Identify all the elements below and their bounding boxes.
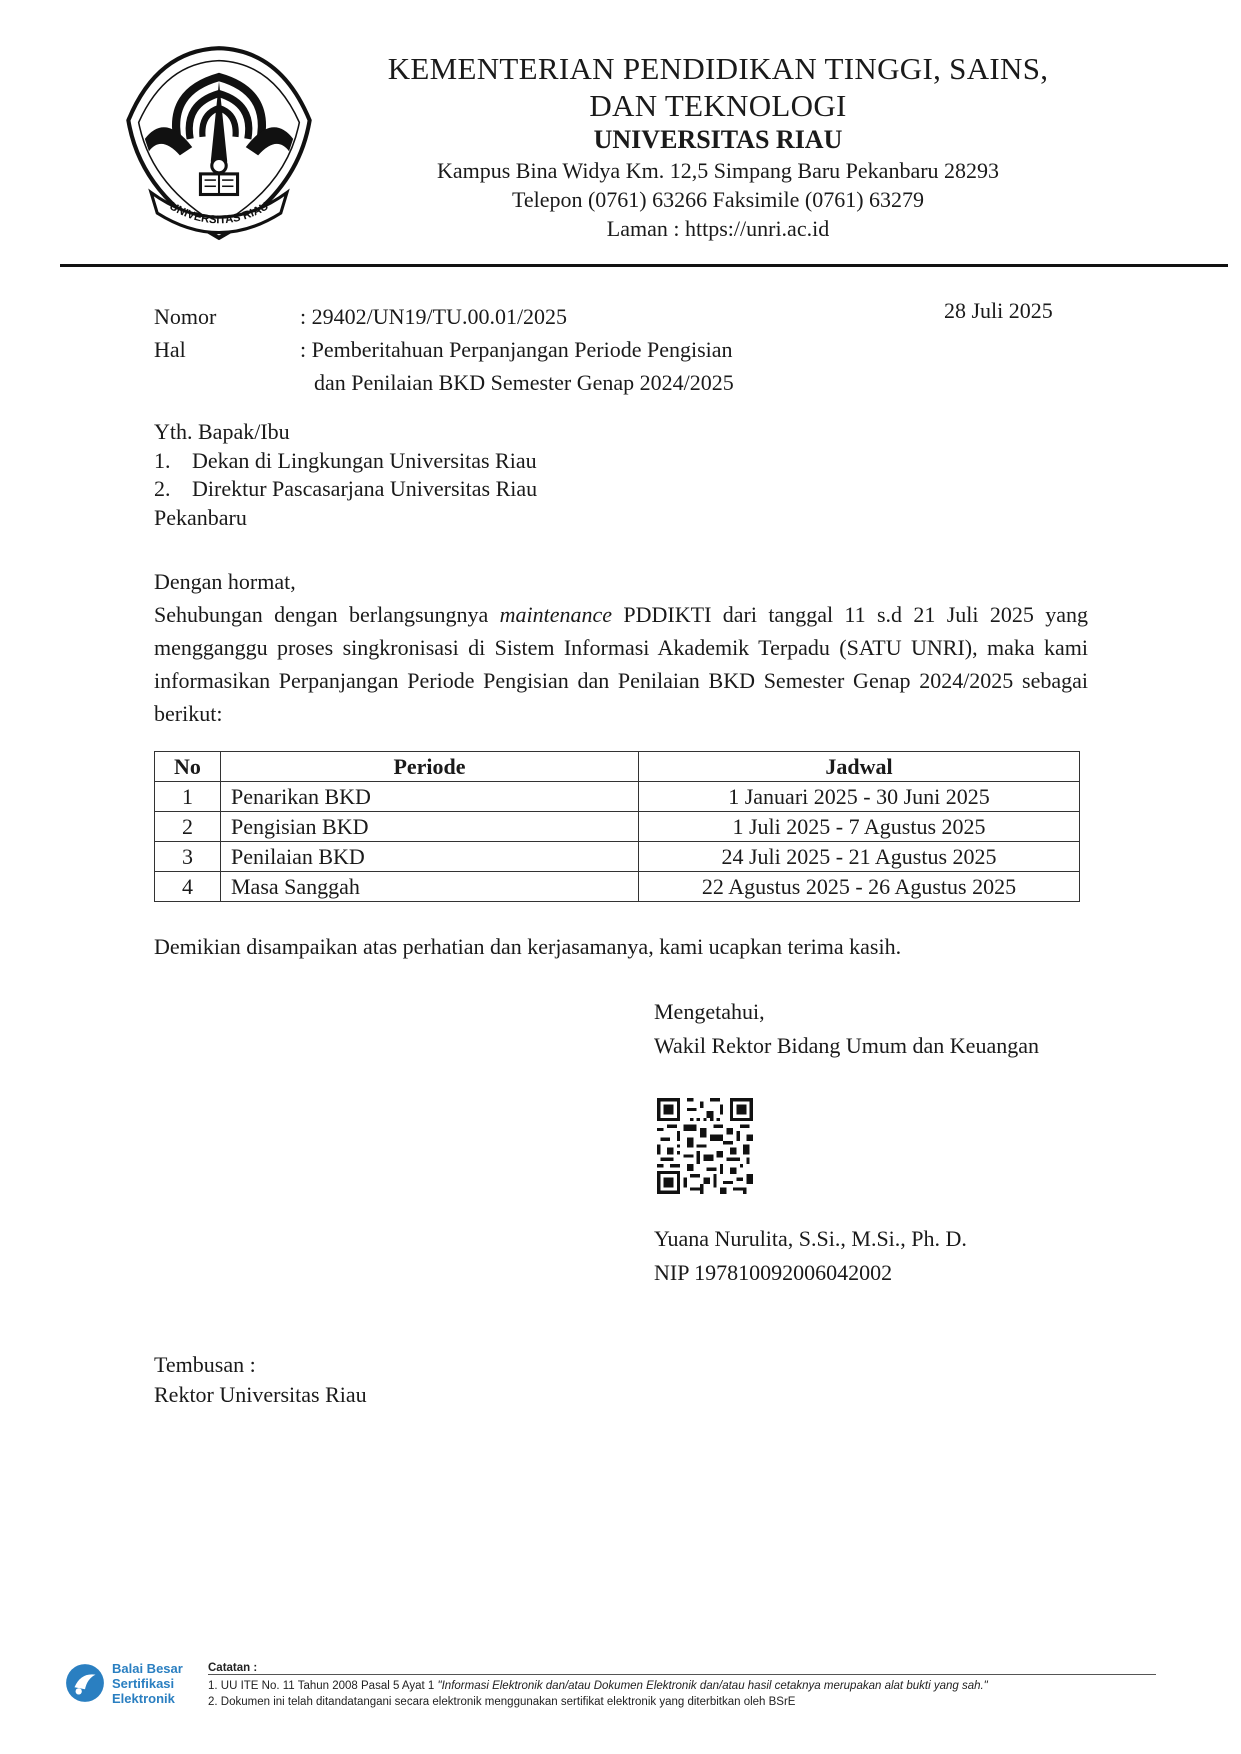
carbon-copy [154, 1350, 367, 1410]
list-item-text: Direktur Pascasarjana Universitas Riau [192, 476, 538, 501]
list-item [154, 475, 537, 504]
closing-sentence: Demikian disampaikan atas perhatian dan kerjasamanya, kami ucapkan terima kasih. [154, 934, 902, 959]
list-item [154, 447, 537, 476]
signatory [654, 1222, 967, 1290]
bsre-line1: Balai Besar [112, 1661, 183, 1676]
table-header-row [155, 752, 1080, 782]
letter-meta [154, 300, 820, 399]
body-paragraph-italic: maintenance [499, 602, 613, 627]
cell-periode: Penarikan BKD [221, 782, 639, 812]
footer-divider [208, 1674, 1156, 1675]
table-row [155, 872, 1080, 902]
cell-jadwal: 1 Januari 2025 - 30 Juni 2025 [639, 782, 1080, 812]
cell-no: 3 [155, 842, 221, 872]
cc-label: Tembusan : [154, 1352, 256, 1377]
university-logo-icon [116, 40, 322, 246]
column-header-no: No [155, 752, 221, 782]
cell-jadwal: 24 Juli 2025 - 21 Agustus 2025 [639, 842, 1080, 872]
website: Laman : https://unri.ac.id [606, 216, 830, 241]
signature-block [654, 995, 1039, 1063]
column-header-jadwal: Jadwal [639, 752, 1080, 782]
schedule-table [154, 751, 1080, 902]
bsre-line2: Sertifikasi [112, 1676, 175, 1691]
ministry-name-line1: KEMENTERIAN PENDIDIKAN TINGGI, SAINS, [387, 51, 1049, 86]
note-1 [208, 1678, 1208, 1694]
signature-acknowledge: Mengetahui, [654, 999, 765, 1024]
opening-salutation: Dengan hormat, [154, 569, 296, 594]
cc-recipient: Rektor Universitas Riau [154, 1382, 367, 1407]
address: Kampus Bina Widya Km. 12,5 Simpang Baru Pekanbaru 28293 [436, 158, 1000, 183]
qr-code-icon [657, 1098, 753, 1194]
letter-date: 28 Juli 2025 [944, 298, 1053, 323]
recipient-city: Pekanbaru [154, 504, 247, 530]
hal-value-line1: : Pemberitahuan Perpanjangan Periode Pengisian [300, 337, 733, 362]
column-header-periode: Periode [221, 752, 639, 782]
bsre-name [112, 1661, 183, 1706]
list-item-text: Dekan di Lingkungan Universitas Riau [192, 447, 537, 473]
note-1-prefix: 1. UU ITE No. 11 Tahun 2008 Pasal 5 Ayat 1 [208, 1680, 438, 1692]
ministry-name-line2: DAN TEKNOLOGI [589, 88, 847, 123]
body-paragraph [154, 598, 1088, 730]
cell-periode: Masa Sanggah [221, 872, 639, 902]
signatory-name: Yuana Nurulita, S.Si., M.Si., Ph. D. [654, 1226, 967, 1251]
university-name: UNIVERSITAS RIAU [593, 125, 843, 154]
hal-value-line2: dan Penilaian BKD Semester Genap 2024/2025 [314, 370, 734, 395]
cell-periode: Penilaian BKD [221, 842, 639, 872]
list-item-number: 2. [154, 476, 171, 501]
list-item-number: 1. [154, 447, 171, 473]
cell-periode: Pengisian BKD [221, 812, 639, 842]
logo-ribbon-text: UNIVERSITAS RIAU [167, 200, 271, 227]
body-paragraph-part1: Sehubungan dengan berlangsungnya [154, 602, 500, 627]
body-paragraph-part2: PDDIKTI dari tanggal 11 s.d 21 Juli 2025 yang mengganggu proses singkronisasi di Sistem Informasi Akademik Terpadu (SATU UNRI), maka kami informasikan Perpanjangan Periode Pengisian dan Penilaian BKD Semester Genap 2024/2025 sebagai berikut: [154, 602, 1088, 726]
bsre-logo-icon [64, 1662, 106, 1704]
signature-position: Wakil Rektor Bidang Umum dan Keuangan [654, 1033, 1039, 1058]
nomor-value: : 29402/UN19/TU.00.01/2025 [300, 304, 568, 329]
signatory-nip: NIP 197810092006042002 [654, 1260, 893, 1285]
letterhead-divider [60, 264, 1228, 267]
table-row [155, 842, 1080, 872]
cell-jadwal: 22 Agustus 2025 - 26 Agustus 2025 [639, 872, 1080, 902]
cell-no: 1 [155, 782, 221, 812]
table-row [155, 812, 1080, 842]
letter-body [154, 565, 1088, 730]
note-2: 2. Dokumen ini telah ditandatangani secara elektronik menggunakan sertifikat elektronik yang diterbitkan oleh BSrE [208, 1696, 796, 1708]
letterhead [330, 50, 1106, 243]
nomor-label: Nomor [154, 304, 217, 329]
cell-jadwal: 1 Juli 2025 - 7 Agustus 2025 [639, 812, 1080, 842]
table-row [155, 782, 1080, 812]
bsre-line3: Elektronik [112, 1691, 175, 1706]
hal-label: Hal [154, 337, 186, 362]
recipient-greeting: Yth. Bapak/Ibu [154, 419, 290, 444]
cell-no: 2 [155, 812, 221, 842]
phone-fax: Telepon (0761) 63266 Faksimile (0761) 63279 [511, 187, 925, 212]
footer-notes [208, 1660, 1208, 1710]
cell-no: 4 [155, 872, 221, 902]
recipients [154, 418, 537, 532]
note-header: Catatan : [208, 1662, 258, 1674]
note-1-quote: "Informasi Elektronik dan/atau Dokumen Elektronik dan/atau hasil cetaknya merupakan alat bukti yang sah." [437, 1680, 988, 1692]
